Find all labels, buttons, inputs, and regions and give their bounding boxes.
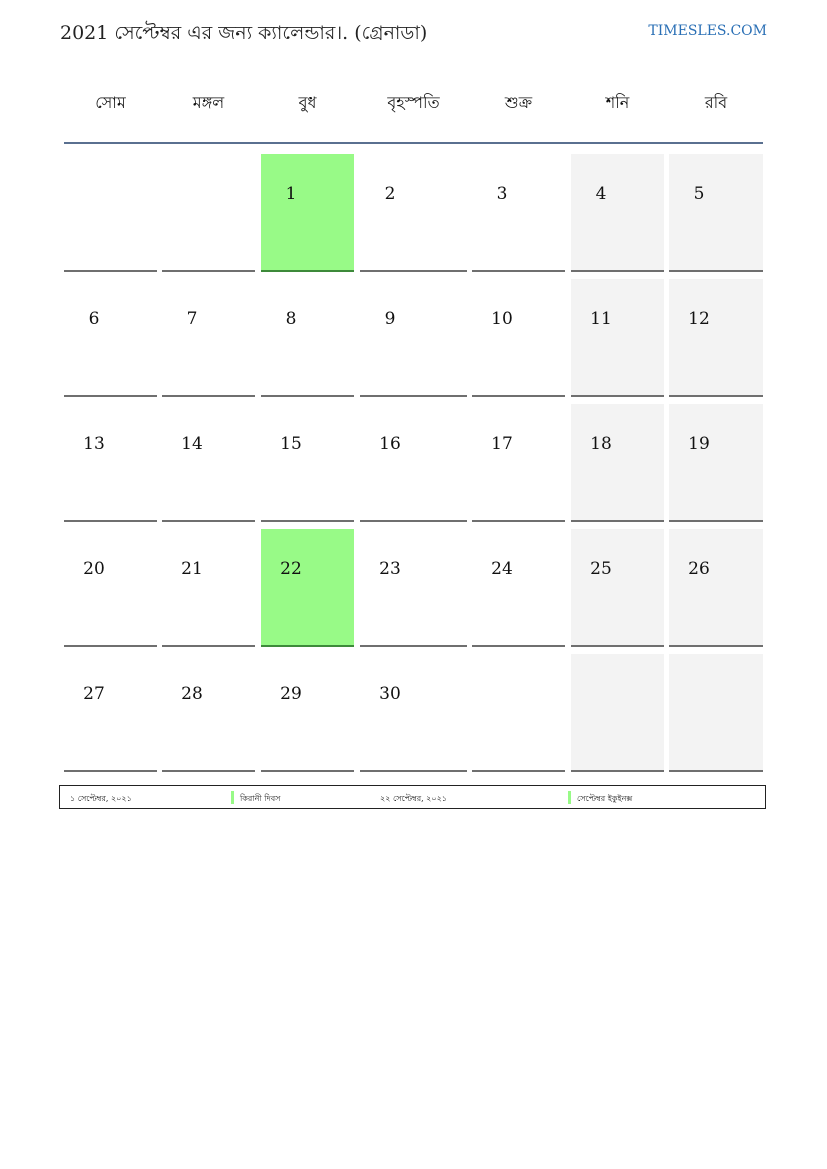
day-cell-16[interactable] (360, 404, 467, 522)
calendar-week-row (64, 399, 763, 524)
day-number: 1 (285, 184, 297, 204)
holiday-legend (59, 785, 766, 809)
day-number: 19 (688, 434, 710, 454)
day-cell-12[interactable] (669, 279, 763, 397)
day-cell-9[interactable] (360, 279, 467, 397)
day-number: 2 (384, 184, 396, 204)
empty-day-cell (472, 654, 565, 772)
calendar-week-row (64, 649, 763, 774)
empty-day-cell (162, 154, 255, 272)
day-number: 7 (186, 309, 198, 329)
day-cell-6[interactable] (64, 279, 157, 397)
weekday-mon: সোম (95, 93, 126, 112)
day-number: 23 (379, 559, 401, 579)
legend-date-1: ১ সেপ্টেম্বর, ২০২১ (70, 794, 132, 803)
day-cell-24[interactable] (472, 529, 565, 647)
day-cell-3[interactable] (472, 154, 565, 272)
legend-date-2: ২২ সেপ্টেম্বর, ২০২১ (380, 794, 447, 803)
calendar (64, 72, 763, 774)
day-cell-5[interactable] (669, 154, 763, 272)
day-number: 26 (688, 559, 710, 579)
weekday-wed: বুধ (298, 93, 317, 112)
day-number: 17 (491, 434, 513, 454)
day-number: 11 (590, 309, 612, 329)
day-number: 9 (384, 309, 396, 329)
day-cell-11[interactable] (571, 279, 664, 397)
day-cell-27[interactable] (64, 654, 157, 772)
legend-name-2: সেপ্টেম্বর ইকুইনক্স (577, 794, 633, 803)
day-cell-30[interactable] (360, 654, 467, 772)
day-cell-7[interactable] (162, 279, 255, 397)
legend-holiday-marker-1 (231, 791, 234, 804)
day-cell-8[interactable] (261, 279, 354, 397)
empty-day-cell (64, 154, 157, 272)
day-cell-14[interactable] (162, 404, 255, 522)
day-cell-13[interactable] (64, 404, 157, 522)
day-number: 18 (590, 434, 612, 454)
legend-holiday-marker-2 (568, 791, 571, 804)
weekday-sun: রবি (704, 93, 728, 112)
day-cell-20[interactable] (64, 529, 157, 647)
day-cell-26[interactable] (669, 529, 763, 647)
site-link[interactable]: TIMESLES.COM (648, 23, 767, 39)
day-number: 21 (181, 559, 203, 579)
weekday-tue: মঙ্গল (192, 93, 225, 112)
day-cell-25[interactable] (571, 529, 664, 647)
calendar-grid (64, 149, 763, 774)
day-cell-23[interactable] (360, 529, 467, 647)
calendar-week-row (64, 274, 763, 399)
day-number: 13 (83, 434, 105, 454)
day-cell-15[interactable] (261, 404, 354, 522)
day-number: 10 (491, 309, 513, 329)
day-number: 25 (590, 559, 612, 579)
day-cell-28[interactable] (162, 654, 255, 772)
empty-day-cell (571, 654, 664, 772)
day-cell-21[interactable] (162, 529, 255, 647)
day-cell-18[interactable] (571, 404, 664, 522)
day-number: 16 (379, 434, 401, 454)
day-cell-4[interactable] (571, 154, 664, 272)
day-cell-29[interactable] (261, 654, 354, 772)
day-number: 30 (379, 684, 401, 704)
empty-day-cell (669, 654, 763, 772)
day-number: 4 (595, 184, 607, 204)
day-number: 5 (693, 184, 705, 204)
weekday-thu: বৃহস্পতি (387, 93, 440, 112)
day-number: 29 (280, 684, 302, 704)
day-number: 8 (285, 309, 297, 329)
page-title: 2021 সেপ্টেম্বর এর জন্য ক্যালেন্ডার।. (গ্রেনাডা) (60, 22, 428, 44)
weekday-header-row (64, 72, 763, 144)
day-number: 22 (280, 559, 302, 579)
day-number: 20 (83, 559, 105, 579)
day-number: 24 (491, 559, 513, 579)
calendar-week-row (64, 149, 763, 274)
day-number: 15 (280, 434, 302, 454)
day-cell-1[interactable] (261, 154, 354, 272)
weekday-fri: শুক্র (504, 93, 533, 112)
day-cell-17[interactable] (472, 404, 565, 522)
day-cell-10[interactable] (472, 279, 565, 397)
calendar-week-row (64, 524, 763, 649)
day-cell-2[interactable] (360, 154, 467, 272)
day-cell-22[interactable] (261, 529, 354, 647)
day-number: 14 (181, 434, 203, 454)
day-number: 28 (181, 684, 203, 704)
day-number: 12 (688, 309, 710, 329)
day-number: 27 (83, 684, 105, 704)
day-number: 6 (88, 309, 100, 329)
day-number: 3 (496, 184, 508, 204)
legend-name-1: কিরানী দিবস (240, 794, 281, 803)
weekday-sat: শনি (605, 93, 630, 112)
day-cell-19[interactable] (669, 404, 763, 522)
